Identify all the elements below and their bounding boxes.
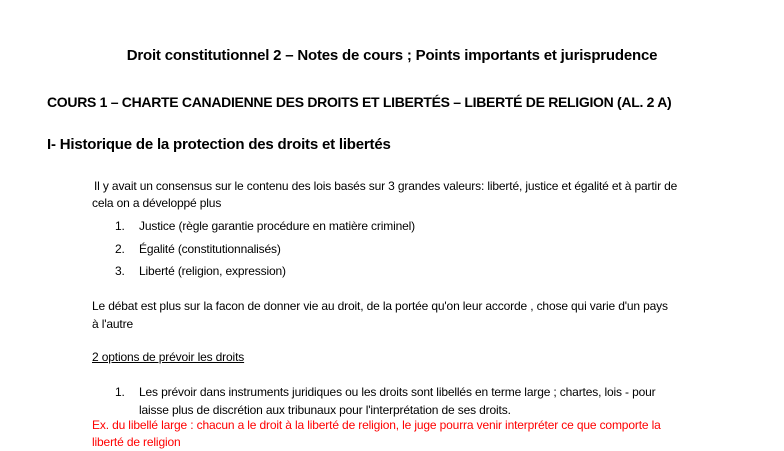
values-list xyxy=(115,218,415,286)
document-title: Droit constitutionnel 2 – Notes de cours ; Points importants et jurisprudence xyxy=(126,47,658,64)
options-list xyxy=(115,383,656,419)
example-line-2: liberté de religion xyxy=(92,435,181,449)
list-item-number: 2. xyxy=(115,241,125,256)
intro-paragraph-line-1: Il y avait un consensus sur le contenu des lois basés sur 3 grandes valeurs: liberté, justice et égalité et à partir de xyxy=(94,179,678,193)
intro-paragraph-line-2: cela on a développé plus xyxy=(92,196,222,210)
list-item-number: 1. xyxy=(115,219,125,233)
list-item-text: Justice (règle garantie procédure en matière criminel) xyxy=(139,219,416,233)
options-heading: 2 options de prévoir les droits xyxy=(92,350,245,364)
list-item-text: Liberté (religion, expression) xyxy=(139,264,286,278)
list-item xyxy=(115,218,415,241)
list-item-text: Égalité (constitutionnalisés) xyxy=(139,241,281,256)
list-item xyxy=(115,263,415,286)
list-item-number: 1. xyxy=(115,385,125,399)
example-line-1: Ex. du libellé large : chacun a le droit à la liberté de religion, le juge pourra venir interpréter ce que comporte la xyxy=(92,418,661,432)
list-item-number: 3. xyxy=(115,264,125,278)
course-heading: COURS 1 – CHARTE CANADIENNE DES DROITS ET LIBERTÉS – LIBERTÉ DE RELIGION (AL. 2 A) xyxy=(47,94,672,110)
list-item xyxy=(115,383,656,419)
list-item-text-line-1: Les prévoir dans instruments juridiques ou les droits sont libellés en terme large ; chartes, lois - pour xyxy=(139,385,656,399)
debate-paragraph-line-2: à l'autre xyxy=(92,317,133,331)
list-item-text-line-2: laisse plus de discrétion aux tribunaux pour l'interprétation de ses droits. xyxy=(139,403,511,417)
list-item xyxy=(115,241,415,264)
debate-paragraph-line-1: Le débat est plus sur la facon de donner vie au droit, de la portée qu'on leur accorde , chose qui varie d'un pays xyxy=(92,299,668,313)
section-heading: I- Historique de la protection des droits et libertés xyxy=(47,136,391,153)
